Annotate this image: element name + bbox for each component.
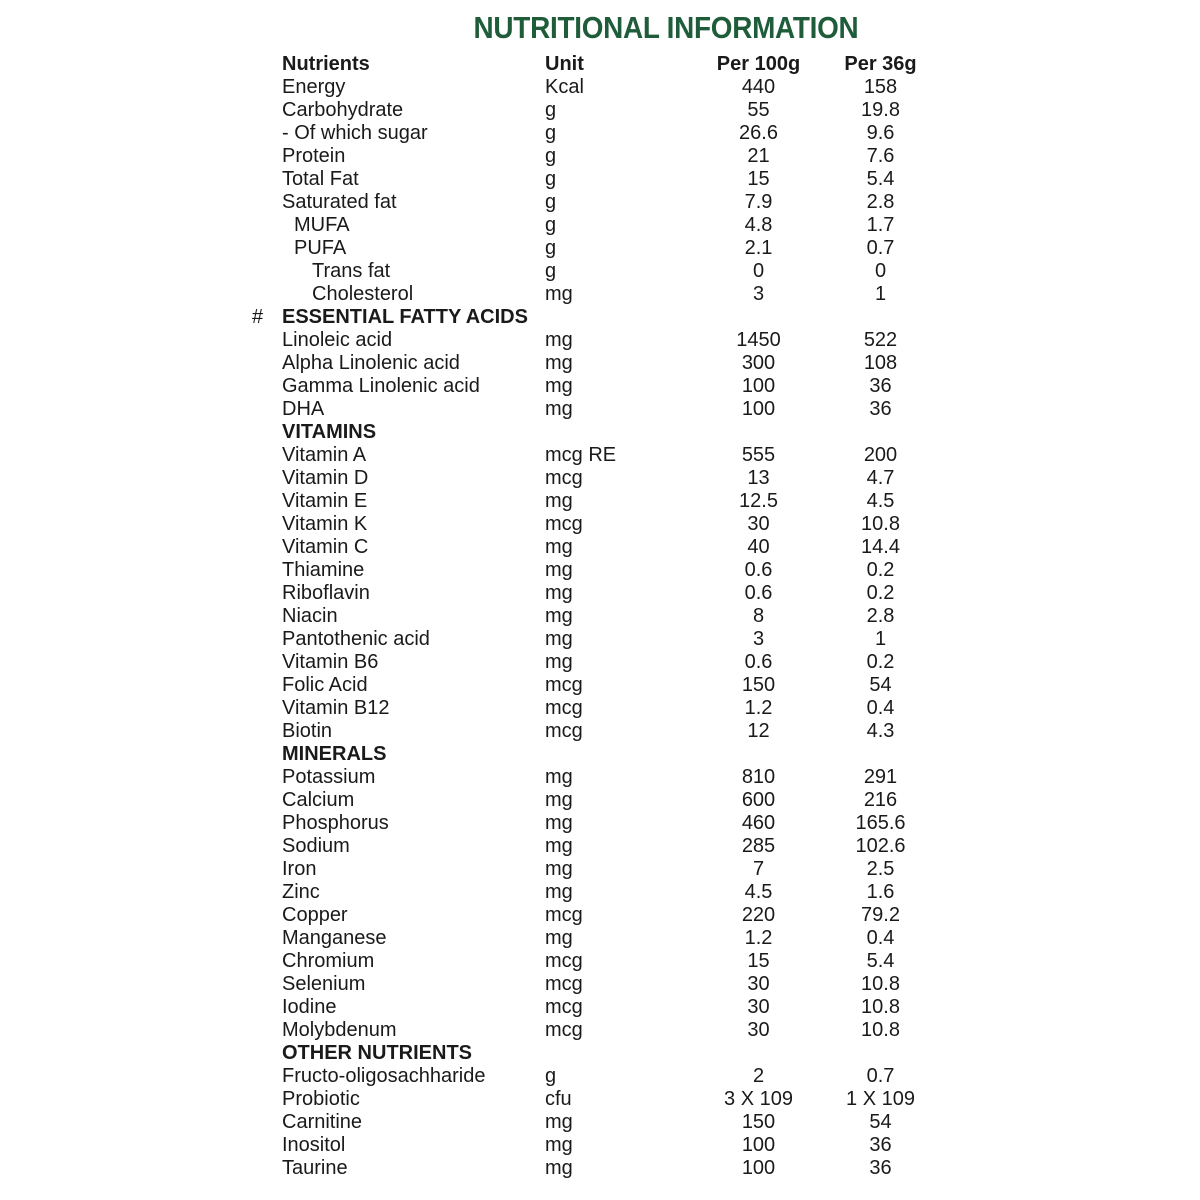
nutrient-unit: mg	[545, 789, 573, 811]
value-per-36g: 0.4	[866, 927, 895, 949]
table-row	[0, 283, 1200, 306]
value-per-100g: 440	[741, 76, 776, 98]
nutrient-unit: mg	[545, 628, 573, 650]
nutrient-name: Taurine	[282, 1157, 348, 1179]
value-per-36g: 0.4	[866, 697, 895, 719]
value-per-100g: 3 X 109	[724, 1088, 793, 1110]
table-row	[0, 904, 1200, 927]
value-per-100g: 30	[747, 513, 770, 535]
nutrient-name: MUFA	[294, 214, 350, 236]
nutrient-name: Fructo-oligosachharide	[282, 1065, 486, 1087]
nutrient-unit: mg	[545, 835, 573, 857]
value-per-36g: 1	[874, 628, 887, 650]
nutrient-unit: mg	[545, 582, 573, 604]
table-row	[0, 651, 1200, 674]
value-per-100g: 600	[741, 789, 776, 811]
value-per-100g: 13	[747, 467, 770, 489]
table-row	[0, 559, 1200, 582]
nutrient-name: Carnitine	[282, 1111, 363, 1133]
nutrient-unit: mg	[545, 812, 573, 834]
section-heading: MINERALS	[282, 743, 387, 765]
table-row	[0, 513, 1200, 536]
nutrient-unit: mg	[545, 283, 573, 305]
value-per-100g: 12.5	[739, 490, 778, 512]
value-per-36g: 1	[874, 283, 887, 305]
nutrient-unit: mcg	[545, 996, 583, 1018]
nutrient-name: Riboflavin	[282, 582, 370, 604]
value-per-36g: 200	[863, 444, 898, 466]
header-unit: Unit	[545, 53, 584, 75]
nutrient-name: Chromium	[282, 950, 375, 972]
table-row	[0, 1065, 1200, 1088]
value-per-36g: 2.8	[866, 191, 895, 213]
nutrient-name: Vitamin B12	[282, 697, 390, 719]
table-row	[0, 766, 1200, 789]
table-row	[0, 191, 1200, 214]
table-row	[0, 490, 1200, 513]
value-per-100g: 100	[741, 1134, 776, 1156]
nutrient-name: Zinc	[282, 881, 320, 903]
value-per-100g: 3	[752, 283, 765, 305]
table-row	[0, 237, 1200, 260]
nutrient-name: Inositol	[282, 1134, 346, 1156]
section-heading: VITAMINS	[282, 421, 377, 443]
value-per-36g: 158	[863, 76, 898, 98]
nutrient-name: Biotin	[282, 720, 333, 742]
table-row	[0, 1134, 1200, 1157]
value-per-36g: 19.8	[861, 99, 900, 121]
value-per-100g: 30	[747, 996, 770, 1018]
value-per-100g: 100	[741, 375, 776, 397]
nutrient-name: PUFA	[294, 237, 347, 259]
value-per-100g: 15	[747, 168, 770, 190]
section-heading-row	[0, 306, 1200, 329]
value-per-36g: 2.8	[866, 605, 895, 627]
table-row	[0, 1157, 1200, 1180]
table-row	[0, 352, 1200, 375]
header-nutrients: Nutrients	[282, 53, 370, 75]
nutrient-unit: mg	[545, 651, 573, 673]
value-per-36g: 54	[869, 1111, 892, 1133]
value-per-36g: 10.8	[861, 996, 900, 1018]
nutrient-name: Probiotic	[282, 1088, 360, 1110]
value-per-100g: 0.6	[744, 651, 773, 673]
section-heading-row	[0, 421, 1200, 444]
nutrient-name: Iron	[282, 858, 317, 880]
nutrient-name: Vitamin D	[282, 467, 369, 489]
value-per-36g: 291	[863, 766, 898, 788]
value-per-36g: 4.5	[866, 490, 895, 512]
value-per-100g: 0.6	[744, 582, 773, 604]
nutrient-unit: mg	[545, 605, 573, 627]
nutrient-unit: mg	[545, 927, 573, 949]
value-per-100g: 40	[747, 536, 770, 558]
table-row	[0, 536, 1200, 559]
nutrient-unit: mcg	[545, 1019, 583, 1041]
table-row	[0, 168, 1200, 191]
nutrient-name: Thiamine	[282, 559, 365, 581]
nutrient-unit: g	[545, 122, 557, 144]
table-row	[0, 858, 1200, 881]
nutrient-unit: mcg	[545, 720, 583, 742]
table-row	[0, 582, 1200, 605]
value-per-36g: 10.8	[861, 513, 900, 535]
value-per-36g: 102.6	[855, 835, 906, 857]
nutrient-name: Cholesterol	[312, 283, 414, 305]
section-heading: OTHER NUTRIENTS	[282, 1042, 472, 1064]
nutrient-unit: g	[545, 1065, 557, 1087]
nutrient-name: Total Fat	[282, 168, 359, 190]
value-per-100g: 2	[752, 1065, 765, 1087]
nutrient-name: Selenium	[282, 973, 366, 995]
value-per-100g: 285	[741, 835, 776, 857]
nutrient-name: Potassium	[282, 766, 376, 788]
table-row	[0, 1111, 1200, 1134]
value-per-100g: 30	[747, 973, 770, 995]
nutrient-name: Saturated fat	[282, 191, 397, 213]
value-per-100g: 15	[747, 950, 770, 972]
table-row	[0, 76, 1200, 99]
nutrient-name: - Of which sugar	[282, 122, 428, 144]
nutrient-unit: cfu	[545, 1088, 572, 1110]
nutrient-unit: mg	[545, 398, 573, 420]
value-per-100g: 30	[747, 1019, 770, 1041]
nutrient-unit: mcg	[545, 904, 583, 926]
nutrient-name: Manganese	[282, 927, 387, 949]
value-per-100g: 3	[752, 628, 765, 650]
nutrient-unit: g	[545, 191, 557, 213]
value-per-36g: 0	[874, 260, 887, 282]
table-row	[0, 789, 1200, 812]
nutrient-name: Calcium	[282, 789, 355, 811]
value-per-100g: 150	[741, 1111, 776, 1133]
table-row	[0, 674, 1200, 697]
nutrient-name: Alpha Linolenic acid	[282, 352, 460, 374]
nutrient-name: Sodium	[282, 835, 350, 857]
nutrient-unit: g	[545, 237, 557, 259]
value-per-36g: 0.2	[866, 559, 895, 581]
table-row	[0, 398, 1200, 421]
nutrient-name: Trans fat	[312, 260, 391, 282]
value-per-100g: 12	[747, 720, 770, 742]
value-per-100g: 555	[741, 444, 776, 466]
value-per-36g: 4.7	[866, 467, 895, 489]
nutrient-name: Niacin	[282, 605, 338, 627]
table-row	[0, 260, 1200, 283]
table-row	[0, 628, 1200, 651]
value-per-36g: 522	[863, 329, 898, 351]
value-per-100g: 1.2	[744, 697, 773, 719]
nutrient-name: Folic Acid	[282, 674, 368, 696]
nutrient-name: Vitamin B6	[282, 651, 379, 673]
nutrient-unit: mcg	[545, 467, 583, 489]
nutrient-unit: mg	[545, 1157, 573, 1179]
table-row	[0, 145, 1200, 168]
value-per-36g: 0.7	[866, 237, 895, 259]
nutrient-unit: mg	[545, 329, 573, 351]
value-per-100g: 300	[741, 352, 776, 374]
value-per-36g: 4.3	[866, 720, 895, 742]
nutrient-unit: mg	[545, 375, 573, 397]
value-per-100g: 2.1	[744, 237, 773, 259]
table-row	[0, 375, 1200, 398]
nutrient-unit: mg	[545, 858, 573, 880]
value-per-36g: 36	[869, 1134, 892, 1156]
nutrient-unit: mcg RE	[545, 444, 617, 466]
table-row	[0, 927, 1200, 950]
nutrient-name: Phosphorus	[282, 812, 389, 834]
nutrient-unit: g	[545, 99, 557, 121]
nutrient-unit: mg	[545, 559, 573, 581]
value-per-36g: 5.4	[866, 168, 895, 190]
nutrient-unit: mg	[545, 766, 573, 788]
nutrient-unit: mcg	[545, 674, 583, 696]
nutrient-unit: g	[545, 168, 557, 190]
table-row	[0, 996, 1200, 1019]
nutrient-unit: mcg	[545, 513, 583, 535]
nutrient-unit: mg	[545, 536, 573, 558]
nutrient-name: Molybdenum	[282, 1019, 397, 1041]
nutrient-name: Pantothenic acid	[282, 628, 430, 650]
nutrient-name: Gamma Linolenic acid	[282, 375, 480, 397]
value-per-36g: 10.8	[861, 973, 900, 995]
value-per-100g: 150	[741, 674, 776, 696]
nutrient-name: Copper	[282, 904, 348, 926]
nutrient-unit: g	[545, 145, 557, 167]
value-per-36g: 36	[869, 375, 892, 397]
value-per-36g: 7.6	[866, 145, 895, 167]
nutrient-name: Vitamin E	[282, 490, 368, 512]
value-per-100g: 21	[747, 145, 770, 167]
nutrient-unit: g	[545, 260, 557, 282]
nutrient-name: Vitamin K	[282, 513, 368, 535]
nutrient-name: Iodine	[282, 996, 337, 1018]
nutrient-unit: mg	[545, 490, 573, 512]
section-heading: ESSENTIAL FATTY ACIDS	[282, 306, 528, 328]
value-per-100g: 4.8	[744, 214, 773, 236]
value-per-100g: 7.9	[744, 191, 773, 213]
nutrient-name: DHA	[282, 398, 325, 420]
nutrient-unit: Kcal	[545, 76, 584, 98]
value-per-36g: 14.4	[861, 536, 900, 558]
section-marker: #	[252, 306, 264, 328]
nutrient-name: Protein	[282, 145, 346, 167]
nutrient-name: Vitamin A	[282, 444, 367, 466]
table-row	[0, 1088, 1200, 1111]
nutrient-unit: mg	[545, 1111, 573, 1133]
value-per-36g: 10.8	[861, 1019, 900, 1041]
value-per-36g: 2.5	[866, 858, 895, 880]
table-row	[0, 881, 1200, 904]
value-per-36g: 1.7	[866, 214, 895, 236]
value-per-100g: 0.6	[744, 559, 773, 581]
value-per-36g: 9.6	[866, 122, 895, 144]
value-per-100g: 0	[752, 260, 765, 282]
value-per-100g: 4.5	[744, 881, 773, 903]
value-per-36g: 1.6	[866, 881, 895, 903]
nutrient-name: Energy	[282, 76, 346, 98]
value-per-100g: 8	[752, 605, 765, 627]
section-heading-row	[0, 1042, 1200, 1065]
value-per-36g: 5.4	[866, 950, 895, 972]
value-per-100g: 26.6	[739, 122, 778, 144]
nutrient-name: Vitamin C	[282, 536, 369, 558]
value-per-100g: 7	[752, 858, 765, 880]
nutrient-unit: mcg	[545, 973, 583, 995]
table-row	[0, 605, 1200, 628]
nutrient-unit: mg	[545, 352, 573, 374]
value-per-36g: 54	[869, 674, 892, 696]
header-per-100g: Per 100g	[716, 53, 801, 75]
value-per-100g: 1.2	[744, 927, 773, 949]
table-header-row	[0, 53, 1200, 76]
table-row	[0, 973, 1200, 996]
nutrient-unit: mg	[545, 1134, 573, 1156]
table-row	[0, 1019, 1200, 1042]
page-title: NUTRITIONAL INFORMATION	[473, 10, 859, 45]
value-per-100g: 810	[741, 766, 776, 788]
value-per-36g: 108	[863, 352, 898, 374]
value-per-100g: 220	[741, 904, 776, 926]
table-row	[0, 122, 1200, 145]
table-row	[0, 329, 1200, 352]
value-per-36g: 0.7	[866, 1065, 895, 1087]
value-per-36g: 79.2	[861, 904, 900, 926]
value-per-100g: 460	[741, 812, 776, 834]
nutrition-table	[0, 53, 1200, 1180]
value-per-36g: 1 X 109	[846, 1088, 915, 1110]
value-per-36g: 0.2	[866, 651, 895, 673]
nutrient-name: Carbohydrate	[282, 99, 404, 121]
table-row	[0, 697, 1200, 720]
value-per-36g: 165.6	[855, 812, 906, 834]
table-row	[0, 214, 1200, 237]
header-per-36g: Per 36g	[844, 53, 917, 75]
value-per-100g: 100	[741, 398, 776, 420]
table-row	[0, 950, 1200, 973]
nutrient-unit: mg	[545, 881, 573, 903]
nutrient-unit: mcg	[545, 950, 583, 972]
table-row	[0, 444, 1200, 467]
table-row	[0, 467, 1200, 490]
table-row	[0, 99, 1200, 122]
value-per-100g: 1450	[736, 329, 781, 351]
table-row	[0, 835, 1200, 858]
value-per-36g: 0.2	[866, 582, 895, 604]
value-per-36g: 36	[869, 398, 892, 420]
value-per-100g: 100	[741, 1157, 776, 1179]
nutrient-unit: mcg	[545, 697, 583, 719]
nutrient-name: Linoleic acid	[282, 329, 393, 351]
nutrient-unit: g	[545, 214, 557, 236]
table-row	[0, 720, 1200, 743]
section-heading-row	[0, 743, 1200, 766]
value-per-36g: 36	[869, 1157, 892, 1179]
table-row	[0, 812, 1200, 835]
value-per-100g: 55	[747, 99, 770, 121]
value-per-36g: 216	[863, 789, 898, 811]
